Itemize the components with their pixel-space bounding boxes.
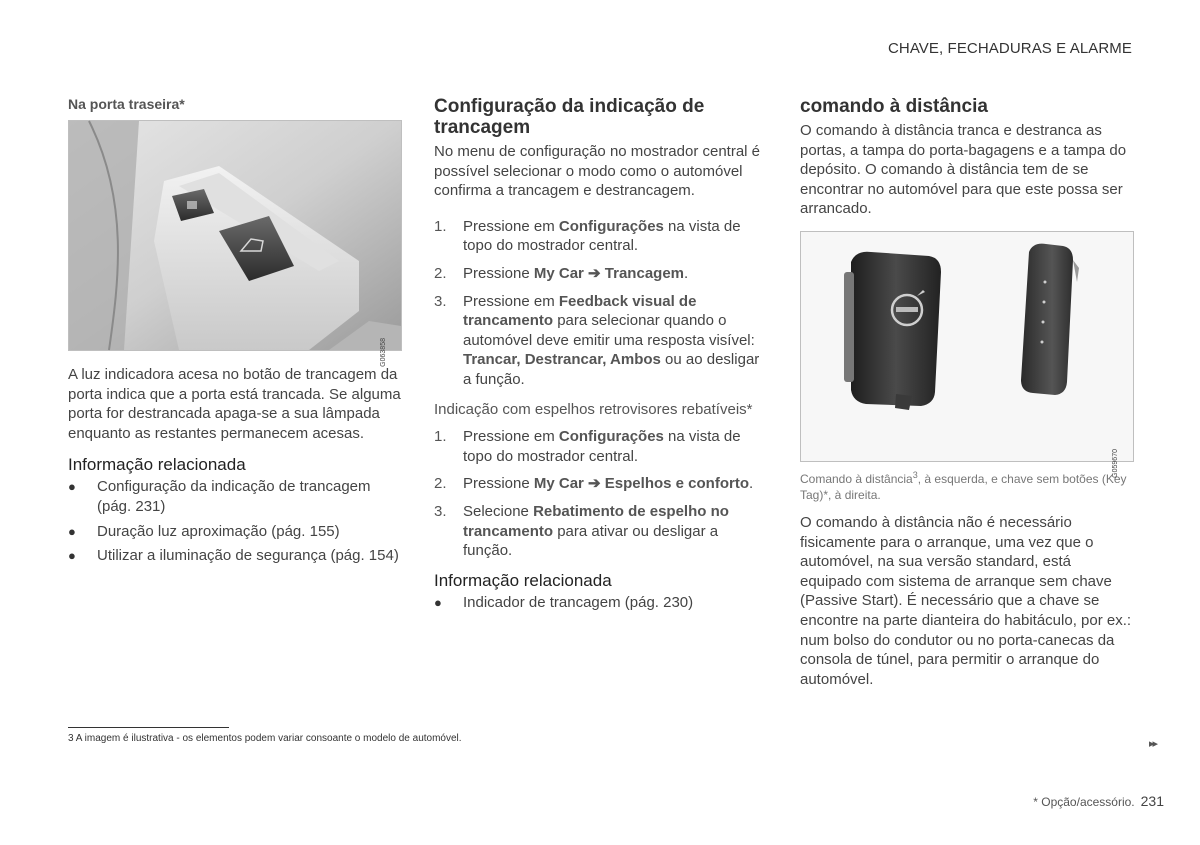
- related-list: [434, 593, 768, 613]
- key-fob-illustration: [801, 232, 1133, 461]
- step-item: 3. Pressione em Feedback visual de trancamento para selecionar quando o automóvel deve emitir uma resposta visível: Trancar, Destrancar, Ambos ou ao desligar a função.: [434, 292, 760, 388]
- image-code: G063858: [380, 338, 387, 367]
- related-list: [68, 477, 402, 565]
- steps-lock-feedback: [434, 217, 768, 390]
- step-item: 1. Pressione em Configurações na vista de topo do mostrador central.: [434, 428, 741, 465]
- lock-indication-intro: No menu de configuração no mostrador central é possível selecionar o modo como o automóvel confirma a trancagem e destrancagem.: [434, 143, 761, 200]
- list-item[interactable]: ● Indicador de trancagem (pág. 230): [434, 593, 694, 611]
- list-item[interactable]: ● Utilizar a iluminação de segurança (pág. 154): [68, 547, 399, 565]
- lock-indication-title: Configuração da indicação de trancagem: [434, 96, 705, 138]
- steps-mirror-fold: [434, 427, 768, 561]
- door-lock-button-image: [68, 120, 402, 367]
- step-item: 1. Pressione em Configurações na vista de topo do mostrador central.: [434, 217, 741, 255]
- step-item: 2. Pressione My Car ➔ Espelhos e conforto.: [434, 475, 754, 493]
- figure-caption: Comando à distância$^3$, à esquerda, e chave sem botões (Key Tag)*, à direita.: [800, 469, 1127, 502]
- remote-control-title: comando à distância: [800, 96, 988, 117]
- column-left: [68, 96, 402, 571]
- section-header: CHAVE, FECHADURAS E ALARME: [887, 40, 1132, 57]
- related-info-heading: Informação relacionada: [68, 455, 246, 475]
- subheading-rear-door: Na porta traseira*: [68, 96, 185, 112]
- image-code: G059670: [1112, 448, 1119, 478]
- passive-start-paragraph: O comando à distância não é necessário fisicamente para o arranque, uma vez que o automóvel, na sua versão standard, está equipado com sistema de arranque sem chave (Passive Start). É necessário que a chave se encontre na parte dianteira do habitáculo, por ex.: num bolso do condutor ou no porta-canecas da consola de túnel, para permitir o arranque do automóvel.: [800, 513, 1132, 688]
- footnote: 3 A imagem é ilustrativa - os elementos podem variar consoante o modelo de automóvel.: [68, 733, 462, 744]
- remote-control-intro: O comando à distância tranca e destranca as portas, a tampa do porta-bagagens e a tampa do depósito. O comando à distância tem de se encontrar no automóvel para que este possa ser arrancado.: [800, 122, 1127, 218]
- footnote-divider: [68, 727, 229, 728]
- step-item: 3. Selecione Rebatimento de espelho no trancamento para ativar ou desligar a função.: [434, 502, 729, 560]
- step-item: 2. Pressione My Car ➔ Trancagem.: [434, 264, 689, 282]
- related-info-heading: Informação relacionada: [434, 570, 612, 590]
- remote-key-image: [800, 231, 1134, 478]
- door-panel-illustration: [69, 121, 401, 350]
- option-note: * Opção/acessório.: [1033, 795, 1135, 809]
- page-number: 231: [1140, 793, 1164, 809]
- continue-arrow-icon: ▸▸: [1149, 738, 1157, 750]
- column-right: [800, 96, 1134, 699]
- page-footer: [1033, 793, 1164, 809]
- lock-indicator-paragraph: A luz indicadora acesa no botão de trancagem da porta indica que a porta está trancada. Se alguma porta for destrancada apaga-se a sua lâmpada enquanto as restantes permanecem acesas.: [68, 366, 401, 442]
- list-item[interactable]: ● Duração luz aproximação (pág. 155): [68, 522, 340, 540]
- column-middle: [434, 96, 768, 617]
- mirror-indication-heading: Indicação com espelhos retrovisores rebatíveis*: [434, 400, 753, 418]
- list-item[interactable]: ● Configuração da indicação de trancagem (pág. 231): [68, 478, 371, 515]
